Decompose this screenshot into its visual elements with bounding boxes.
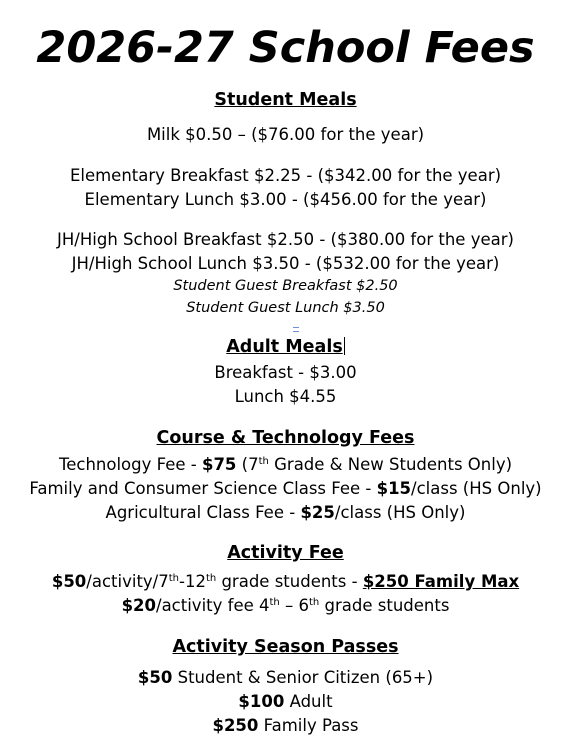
high-school-breakfast-fee: JH/High School Breakfast $2.50 - ($380.00 for the year) bbox=[57, 230, 514, 249]
student-senior-pass-amount: $50 bbox=[137, 668, 173, 687]
student-senior-pass bbox=[0, 668, 571, 688]
guest-breakfast-fee: Student Guest Breakfast $2.50 bbox=[173, 278, 398, 294]
activity-fee-1-amount: $50 bbox=[51, 572, 87, 591]
adult-pass-label: Adult bbox=[284, 692, 333, 711]
fcs-class-fee-amount: $15 bbox=[376, 479, 412, 498]
activity-fee-1-text-b: -12 bbox=[179, 572, 206, 591]
family-pass-amount: $250 bbox=[212, 716, 259, 735]
family-pass bbox=[0, 716, 571, 736]
fcs-class-fee bbox=[0, 479, 571, 499]
technology-fee-label: Technology Fee - bbox=[58, 455, 202, 474]
family-pass-label: Family Pass bbox=[258, 716, 359, 735]
student-meals-heading: Student Meals bbox=[214, 90, 357, 110]
adult-pass bbox=[0, 692, 571, 712]
activity-fee-1-text-a: /activity/7 bbox=[86, 572, 169, 591]
ag-class-fee bbox=[0, 503, 571, 523]
activity-fee-line-1 bbox=[0, 572, 571, 592]
text-cursor bbox=[344, 337, 345, 355]
activity-fee-1-text-c: grade students - bbox=[216, 572, 363, 591]
activity-fee-2-sup-a: th bbox=[269, 597, 280, 608]
technology-fee bbox=[0, 455, 571, 475]
ag-class-fee-amount: $25 bbox=[300, 503, 335, 522]
adult-meals-heading-text: Adult Meals bbox=[226, 337, 343, 357]
technology-fee-sup: th bbox=[258, 456, 269, 467]
activity-fee-2-text-a: /activity fee 4 bbox=[156, 596, 270, 615]
milk-fee: Milk $0.50 – ($76.00 for the year) bbox=[146, 125, 425, 144]
activity-fee-heading: Activity Fee bbox=[227, 543, 344, 563]
activity-fee-line-2 bbox=[0, 596, 571, 616]
course-fees-heading: Course & Technology Fees bbox=[156, 428, 415, 448]
guest-lunch-fee: Student Guest Lunch $3.50 bbox=[186, 300, 385, 316]
page-title: 2026-27 School Fees bbox=[36, 23, 535, 73]
adult-pass-amount: $100 bbox=[238, 692, 285, 711]
activity-fee-1-sup-b: th bbox=[205, 573, 217, 584]
activity-fee-1-sup-a: th bbox=[168, 573, 179, 584]
activity-fee-2-sup-b: th bbox=[309, 597, 320, 608]
technology-fee-post: Grade & New Students Only) bbox=[268, 455, 513, 474]
ag-class-fee-post: /class (HS Only) bbox=[334, 503, 466, 522]
activity-fee-2-text-b: – 6 bbox=[279, 596, 310, 615]
elementary-breakfast-fee: Elementary Breakfast $2.25 - ($342.00 for the year) bbox=[69, 166, 502, 185]
student-senior-pass-label: Student & Senior Citizen (65+) bbox=[172, 668, 434, 687]
technology-fee-pre: (7 bbox=[236, 455, 259, 474]
family-max: $250 Family Max bbox=[362, 572, 520, 591]
activity-fee-2-text-c: grade students bbox=[319, 596, 450, 615]
adult-meals-heading bbox=[0, 337, 571, 357]
activity-fee-2-amount: $20 bbox=[121, 596, 157, 615]
anchor-marker bbox=[293, 327, 299, 332]
adult-lunch-fee: Lunch $4.55 bbox=[234, 387, 337, 406]
fcs-class-fee-post: /class (HS Only) bbox=[411, 479, 542, 498]
ag-class-fee-label: Agricultural Class Fee - bbox=[105, 503, 301, 522]
technology-fee-amount: $75 bbox=[201, 455, 237, 474]
high-school-lunch-fee: JH/High School Lunch $3.50 - ($532.00 for the year) bbox=[71, 254, 500, 273]
season-passes-heading: Activity Season Passes bbox=[172, 637, 399, 657]
fcs-class-fee-label: Family and Consumer Science Class Fee - bbox=[29, 479, 377, 498]
adult-breakfast-fee: Breakfast - $3.00 bbox=[214, 363, 357, 382]
elementary-lunch-fee: Elementary Lunch $3.00 - ($456.00 for the year) bbox=[84, 190, 487, 209]
